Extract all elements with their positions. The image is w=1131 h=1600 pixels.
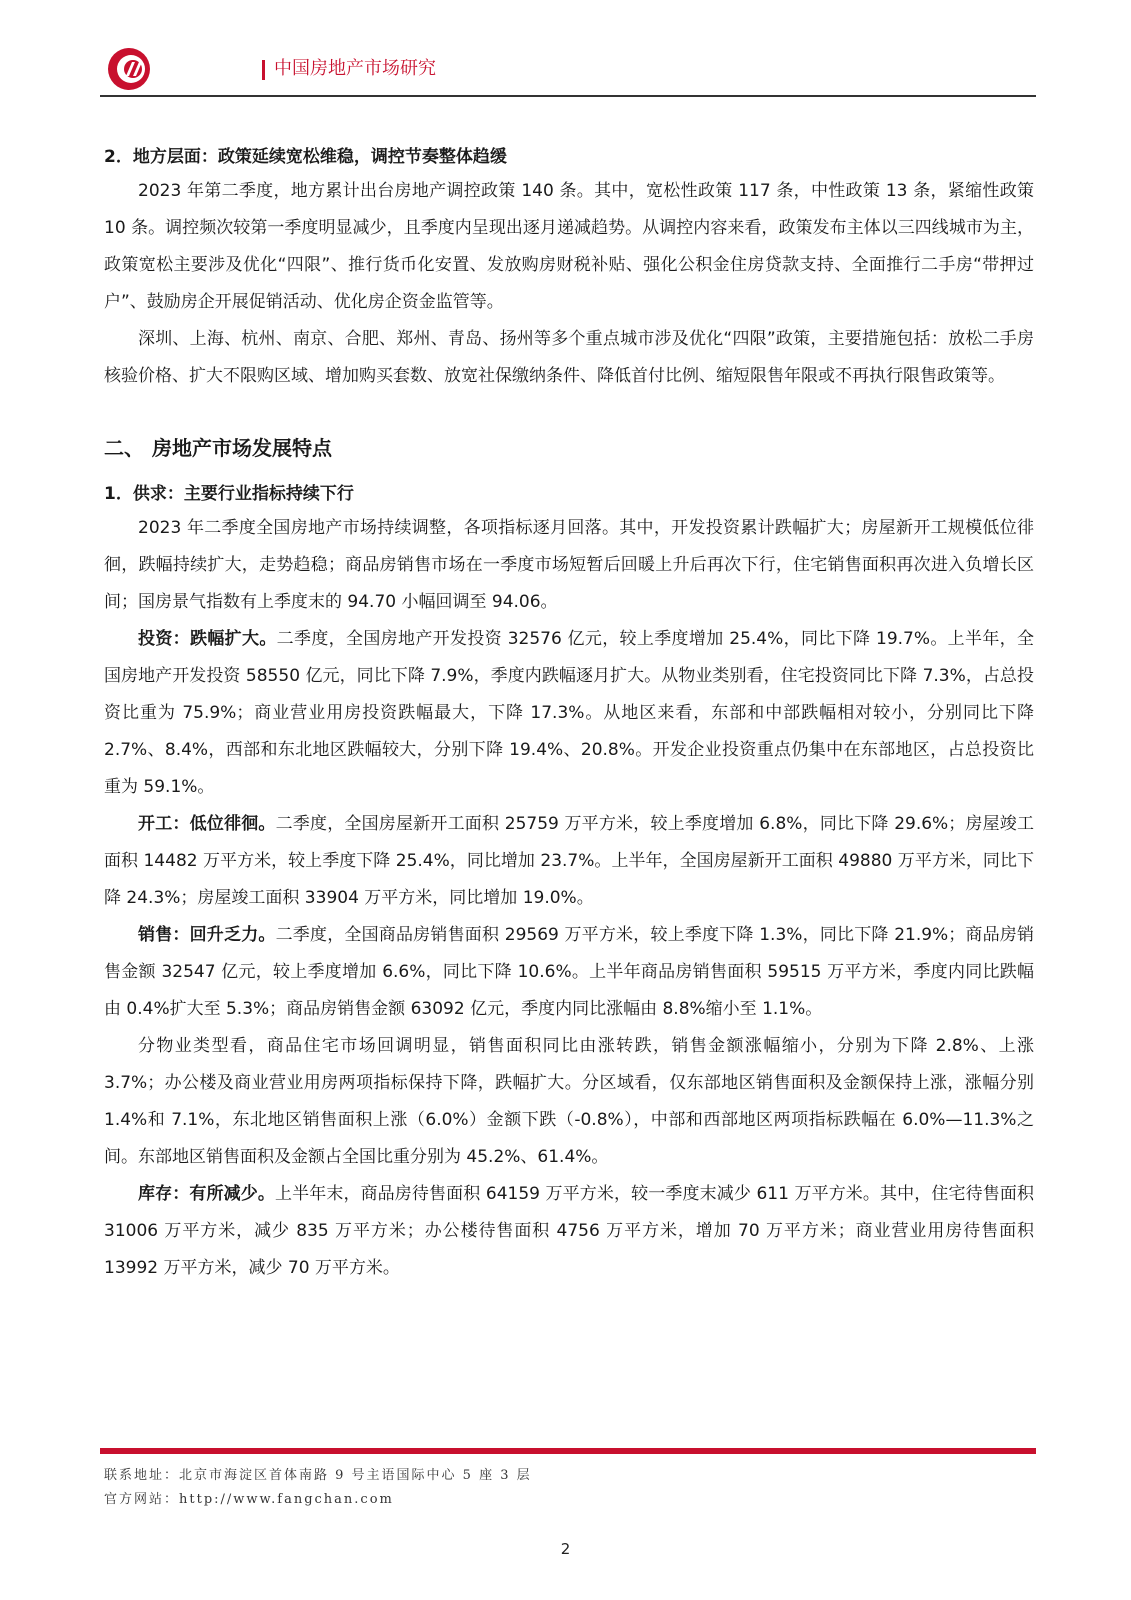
lead-construction: 开工：低位徘徊。	[138, 814, 276, 834]
section-market-heading	[104, 428, 1034, 468]
section-number: 二、	[104, 436, 144, 460]
paragraph-sales	[104, 917, 1034, 1028]
page-number: 2	[560, 1540, 571, 1558]
sales-body: 二季度，全国商品房销售面积 29569 万平方米，较上季度下降 1.3%，同比下降 21.9%；商品房销售金额 32547 亿元，较上季度增加 6.6%，同比下降 10.6%。上半年商品房销售面积 59515 万平方米，季度内同比跌幅由 0.4%扩大至 5.3%；商品房销售金额 63092 亿元，季度内同比涨幅由 8.8%缩小至 1.1%。	[104, 925, 1035, 1019]
lead-inventory: 库存：有所减少。	[138, 1184, 275, 1204]
header-title: 中国房地产市场研究	[274, 58, 436, 79]
investment-body: 二季度，全国房地产开发投资 32576 亿元，较上季度增加 25.4%，同比下降 19.7%。上半年，全国房地产开发投资 58550 亿元，同比下降 7.9%，季度内跌幅逐月扩大。从物业类别看，住宅投资同比下降 7.3%，占总投资比重为 75.9%；商业营业用房投资跌幅最大，下降 17.3%。从地区来看，东部和中部跌幅相对较小，分别同比下降 2.7%、8.4%，西部和东北地区跌幅较大，分别下降 19.4%、20.8%。开发企业投资重点仍集中在东部地区，占总投资比重为 59.1%。	[104, 629, 1035, 797]
paragraph-construction	[104, 806, 1034, 917]
section-title: 房地产市场发展特点	[152, 436, 332, 460]
page-footer	[104, 1464, 532, 1512]
footer-rule	[100, 1448, 1036, 1454]
footer-website: 官方网站：http://www.fangchan.com	[104, 1492, 394, 1507]
cric-logo-icon	[106, 46, 152, 92]
paragraph-investment	[104, 621, 1034, 806]
construction-body: 二季度，全国房屋新开工面积 25759 万平方米，较上季度增加 6.8%，同比下降 29.6%；房屋竣工面积 14482 万平方米，较上季度下降 25.4%，同比增加 23.7%。上半年，全国房屋新开工面积 49880 万平方米，同比下降 24.3%；房屋竣工面积 33904 万平方米，同比增加 19.0%。	[104, 814, 1035, 908]
inventory-body: 上半年末，商品房待售面积 64159 万平方米，较一季度末减少 611 万平方米。其中，住宅待售面积 31006 万平方米，减少 835 万平方米；办公楼待售面积 4756 万平方米，增加 70 万平方米；商业营业用房待售面积 13992 万平方米，减少 70 万平方米。	[104, 1184, 1034, 1278]
lead-sales: 销售：回升乏力。	[138, 925, 276, 945]
paragraph-inventory	[104, 1176, 1034, 1287]
page-header	[100, 42, 1036, 98]
section-supply-heading: 1．供求：主要行业指标持续下行	[104, 484, 354, 504]
footer-address: 联系地址：北京市海淀区首体南路 9 号主语国际中心 5 座 3 层	[104, 1468, 532, 1483]
header-rule	[100, 95, 1036, 97]
document-body	[104, 141, 1034, 1287]
header-separator	[262, 60, 265, 80]
paragraph: 2023 年第二季度，地方累计出台房地产调控政策 140 条。其中，宽松性政策 117 条，中性政策 13 条，紧缩性政策 10 条。调控频次较第一季度明显减少，且季度内呈现出逐月递减趋势。从调控内容来看，政策发布主体以三四线城市为主，政策宽松主要涉及优化“四限”、推行货币化安置、发放购房财税补贴、强化公积金住房贷款支持、全面推行二手房“带押过户”、鼓励房企开展促销活动、优化房企资金监管等。	[104, 181, 1034, 312]
paragraph: 深圳、上海、杭州、南京、合肥、郑州、青岛、扬州等多个重点城市涉及优化“四限”政策，主要措施包括：放松二手房核验价格、扩大不限购区域、增加购买套数、放宽社保缴纳条件、降低首付比例、缩短限售年限或不再执行限售政策等。	[104, 329, 1034, 386]
paragraph: 分物业类型看，商品住宅市场回调明显，销售面积同比由涨转跌，销售金额涨幅缩小，分别为下降 2.8%、上涨 3.7%；办公楼及商业营业用房两项指标保持下降，跌幅扩大。分区域看，仅东部地区销售面积及金额保持上涨，涨幅分别 1.4%和 7.1%，东北地区销售面积上涨（6.0%）金额下跌（-0.8%），中部和西部地区两项指标跌幅在 6.0%—11.3%之间。东部地区销售面积及金额占全国比重分别为 45.2%、61.4%。	[104, 1036, 1034, 1167]
section-local-heading: 2．地方层面：政策延续宽松维稳，调控节奏整体趋缓	[104, 147, 507, 167]
lead-investment: 投资：跌幅扩大。	[138, 629, 277, 649]
paragraph: 2023 年二季度全国房地产市场持续调整，各项指标逐月回落。其中，开发投资累计跌幅扩大；房屋新开工规模低位徘徊，跌幅持续扩大，走势趋稳；商品房销售市场在一季度市场短暂后回暖上升后再次下行，住宅销售面积再次进入负增长区间；国房景气指数有上季度末的 94.70 小幅回调至 94.06。	[104, 518, 1034, 612]
